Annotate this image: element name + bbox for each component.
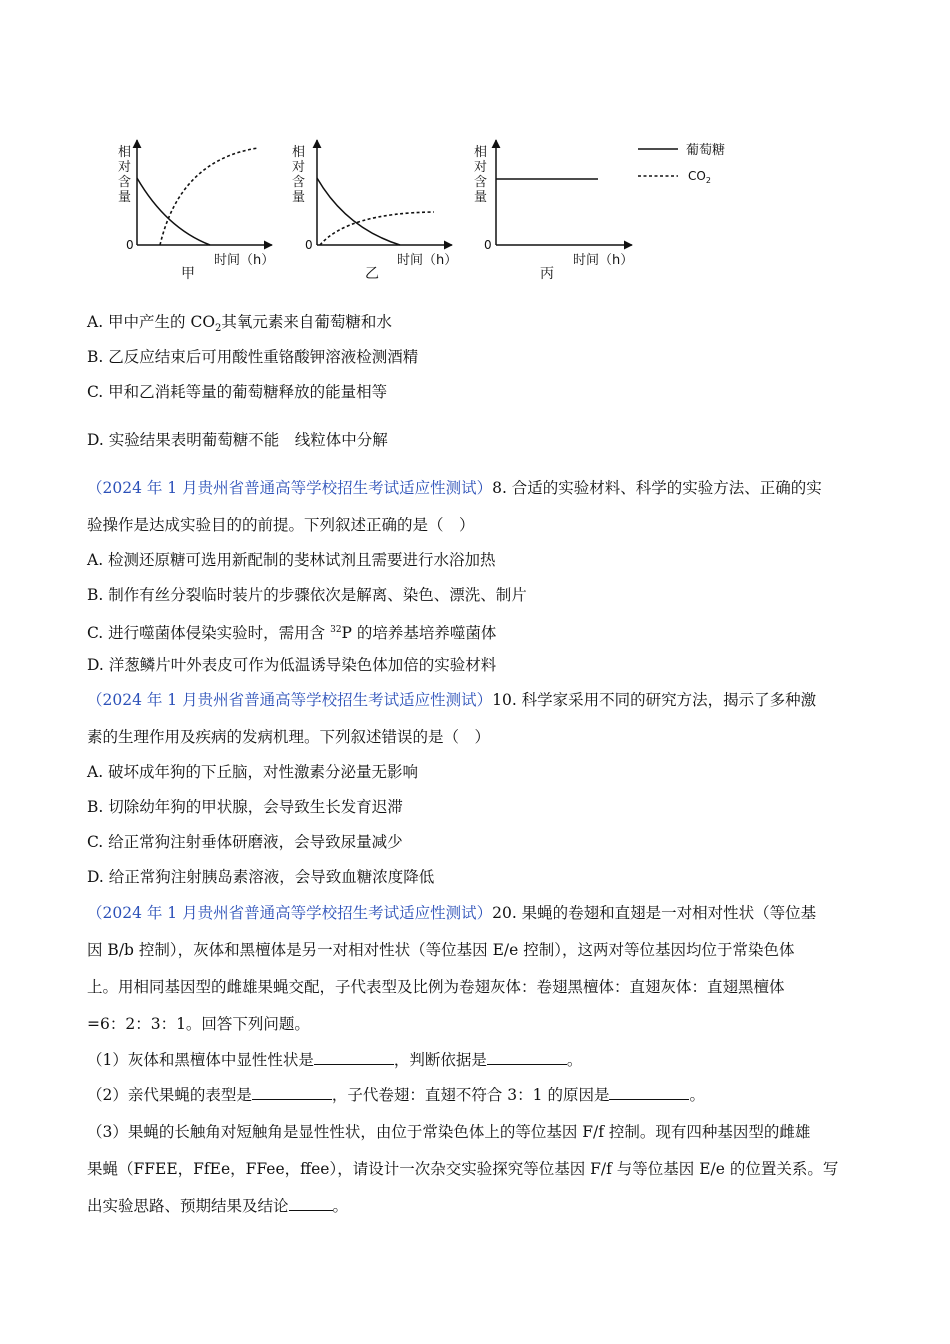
q20-part-3-line-2: 果蝇（FFEE，FfEe，FFee，ffee），请设计一次杂交实验探究等位基因 F/f 与等位基因 E/e 的位置关系。写 (87, 1160, 839, 1178)
q7-option-d: D. 实验结果表明葡萄糖不能 线粒体中分解 (87, 431, 388, 449)
q8-option-a: A. 检测还原糖可选用新配制的斐林试剂且需要进行水浴加热 (87, 551, 496, 569)
panel-jia (118, 140, 274, 282)
q20-stem-line-4: =6：2：3：1。回答下列问题。 (87, 1015, 310, 1033)
glucose-curve-jia (137, 178, 210, 245)
q8-stem-line-2: 验操作是达成实验目的的前提。下列叙述正确的是（ ） (87, 516, 475, 534)
xlabel-jia: 时间（h） (214, 253, 275, 268)
ylabel-jia: 相 对 含 量 (118, 145, 132, 205)
answer-blank[interactable] (487, 1050, 567, 1065)
xlabel-bing: 时间（h） (573, 253, 634, 268)
q7-option-c: C. 甲和乙消耗等量的葡萄糖释放的能量相等 (87, 383, 388, 401)
q20-stem-line-1: （2024 年 1 月贵州省普通高等学校招生考试适应性测试）20. 果蝇的卷翅和直翅是一对相对性状（等位基 (87, 904, 817, 922)
xlabel-yi: 时间（h） (397, 253, 458, 268)
origin-bing: 0 (484, 238, 492, 252)
q10-stem-line-1: （2024 年 1 月贵州省普通高等学校招生考试适应性测试）10. 科学家采用不同的研究方法，揭示了多种激 (87, 691, 817, 709)
q8-option-c: C. 进行噬菌体侵染实验时，需用含 $^{32}$P 的培养基培养噬菌体 (87, 624, 497, 643)
answer-blank[interactable] (609, 1085, 689, 1100)
co2-curve-jia (160, 148, 258, 245)
q10-option-b: B. 切除幼年狗的甲状腺，会导致生长发育迟滞 (87, 798, 403, 816)
q20-stem-line-2: 因 B/b 控制），灰体和黑檀体是另一对相对性状（等位基因 E/e 控制），这两对等位基因均位于常染色体 (87, 941, 795, 959)
ylabel-bing: 相 对 含 量 (474, 145, 488, 205)
q8-stem-line-1: （2024 年 1 月贵州省普通高等学校招生考试适应性测试）8. 合适的实验材料、科学的实验方法、正确的实 (87, 479, 822, 497)
ylabel-yi: 相 对 含 量 (292, 145, 306, 205)
q8-option-d: D. 洋葱鳞片叶外表皮可作为低温诱导染色体加倍的实验材料 (87, 656, 497, 674)
answer-blank[interactable] (314, 1050, 394, 1065)
panel-label-jia: 甲 (181, 266, 195, 282)
origin-yi: 0 (305, 238, 313, 252)
q20-part-1: （1）灰体和黑檀体中显性性状是 ，判断依据是 。 (87, 1051, 583, 1069)
q8-option-b: B. 制作有丝分裂临时装片的步骤依次是解离、染色、漂洗、制片 (87, 586, 527, 604)
q10-option-a: A. 破坏成年狗的下丘脑，对性激素分泌量无影响 (87, 763, 419, 781)
panel-label-yi: 乙 (365, 266, 379, 282)
panel-label-bing: 丙 (540, 266, 554, 282)
answer-blank[interactable] (252, 1085, 332, 1100)
q10-source: （2024 年 1 月贵州省普通高等学校招生考试适应性测试） (87, 691, 493, 709)
q7-option-a: A. 甲中产生的 $CO_2$其氧元素来自葡萄糖和水 (87, 313, 392, 335)
q20-stem-line-3: 上。用相同基因型的雌雄果蝇交配，子代表型及比例为卷翅灰体：卷翅黑檀体：直翅灰体：直翅黑檀体 (87, 978, 785, 996)
q10-option-c: C. 给正常狗注射垂体研磨液，会导致尿量减少 (87, 833, 403, 851)
legend (638, 142, 725, 185)
answer-blank[interactable] (289, 1196, 333, 1211)
panel-yi (292, 140, 457, 282)
panel-bing (474, 140, 633, 282)
q20-part-3-line-1: （3）果蝇的长触角对短触角是显性性状，由位于常染色体上的等位基因 F/f 控制。现有四种基因型的雌雄 (87, 1123, 811, 1141)
glucose-curve-yi (317, 178, 400, 245)
q20-source: （2024 年 1 月贵州省普通高等学校招生考试适应性测试） (87, 904, 493, 922)
q10-stem-line-2: 素的生理作用及疾病的发病机理。下列叙述错误的是（ ） (87, 728, 491, 746)
co2-curve-yi (320, 212, 434, 245)
q7-option-b: B. 乙反应结束后可用酸性重铬酸钾溶液检测酒精 (87, 348, 419, 366)
origin-jia: 0 (126, 238, 134, 252)
q20-part-3-line-3: 出实验思路、预期结果及结论 。 (87, 1197, 349, 1215)
q8-source: （2024 年 1 月贵州省普通高等学校招生考试适应性测试） (87, 479, 493, 497)
q10-option-d: D. 给正常狗注射胰岛素溶液，会导致血糖浓度降低 (87, 868, 435, 886)
figure-glucose-co2-graphs (108, 128, 748, 290)
legend-glucose-label: 葡萄糖 (686, 143, 726, 158)
legend-co2-label: $CO_2$ (688, 169, 711, 185)
q20-part-2: （2）亲代果蝇的表型是 ，子代卷翅：直翅不符合 3：1 的原因是 。 (87, 1086, 705, 1104)
